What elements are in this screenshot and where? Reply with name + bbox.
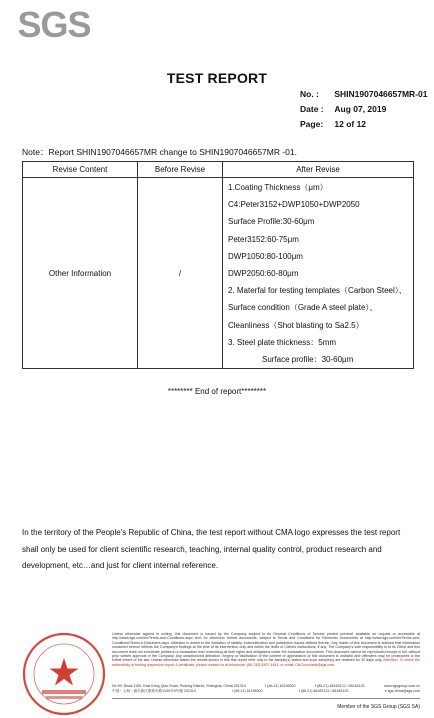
footer-address [112,684,420,694]
header-before-revise: Before Revise [138,162,223,178]
cell-after-revise [223,178,414,369]
after-line: Cleanliness（Shot blasting to Sa2.5） [228,320,364,330]
after-line: Peter3152:60-75μm [228,234,299,244]
revision-table [22,161,414,369]
header-revise-content: Revise Content [23,162,138,178]
cell-before-revise: / [138,178,223,369]
after-line: C4:Peter3152+DWP1050+DWP2050 [228,200,360,210]
after-line: 2. Materfal for testing templates（Carbon Steel）、Surface condition（Grade A steel plate）、 [228,286,407,313]
after-line: Surface profile：30-60μm [262,355,354,365]
telephone: t (86-21) 61196300 [265,684,296,688]
revision-note: Note：Report SHIN1907046657MR change to SHIN1907046657MR -01. [22,147,297,157]
end-of-report: ******** End of report******** [167,387,267,396]
table-row [23,178,414,369]
address-cn: 中国・上海・浦东新区康桥东路1150号9号楼 201319 [112,688,196,693]
inspection-seal-stamp [20,630,108,718]
telephone-cn: t (86-21) 61196300 [232,688,263,693]
meta-date: Date : Aug 07, 2019 [300,104,387,114]
after-line: DWP1050:80-100μm [228,251,303,261]
table-header-row [23,162,414,178]
cell-revise-content: Other Information [23,178,138,369]
member-line: Member of the SGS Group (SGS SA) [337,704,420,710]
after-line: 1.Coating Thickness（μm） [228,183,328,192]
meta-number: No. : SHIN1907046657MR-01 [300,89,428,99]
fax-cn: f (86-21) 68183122 / 68183120 [298,688,349,693]
after-line: DWP2050:60-80μm [228,269,299,279]
email: e sgs.china@sgs.com [384,688,420,693]
after-line: 3. Steel plate thickness：5mm [228,337,337,347]
after-line: Surface Profile:30-60μm [228,217,315,227]
address-en: No.99, Block 1150, East Kang Qiao Road, Pudong District, Shanghai, China 201319 [112,684,246,688]
fax: f (86-21) 68183122 / 68183120 [315,684,365,688]
meta-page: Page: 12 of 12 [300,119,367,129]
svg-text:SGS: SGS [17,4,91,44]
footer-divider [112,698,420,699]
terms-fine-print: Unless otherwise agreed in writing, this document is issued by the Company subject to its General Conditions of Service printed overleaf, available on request or accessible at http://www.sgs.com/en/Terms-and-Conditions.aspx and, for electronic format documents, subject to Terms and Conditions for Electronic Documents at http://www.sgs.com/en/Terms-and-Conditions/Terms-e-Document.aspx. Attention is drawn to the limitation of liability, indemnification and jurisdiction issues defined therein. Any holder of this document is advised that information contained hereon reflects the Company's findings at the time of its intervention only and within the limits of Client's instructions, if any. The Company's sole responsibility is to its Client and this document does not exonerate parties to a transaction from exercising all their rights and obligations under the transaction documents. This document cannot be reproduced except in full, without prior written approval of the Company. Any unauthorized alteration, forgery or falsification of the content or appearance of this document is unlawful and offenders may be prosecuted to the fullest extent of the law. Unless otherwise stated the results shown in this test report refer only to the sample(s) tested and such sample(s) are retained for 30 days only. Attention: To check the authenticity of testing /inspection report & certificate, please contact us at telephone: (86-755) 8307 1443, or email: CN.Doccheck@sgs.com [112,632,421,667]
authenticity-attention: Attention: To check the authenticity of testing /inspection report & certificate, please contact us at telephone: (86-755) 8307 1443, or email: CN.Doccheck@sgs.com [112,658,421,667]
report-meta [300,87,427,132]
website: www.sgsgroup.com.cn [384,684,420,688]
cma-statement: In the territory of the People's Republic of China, the test report without CMA logo expresses the test report shall only be used for client scientific research, teaching, internal quality control, product research and development, etc…and just for client internal reference. [22,528,401,570]
report-title: TEST REPORT [166,70,268,86]
header-after-revise: After Revise [223,162,414,178]
sgs-logo [6,4,102,44]
